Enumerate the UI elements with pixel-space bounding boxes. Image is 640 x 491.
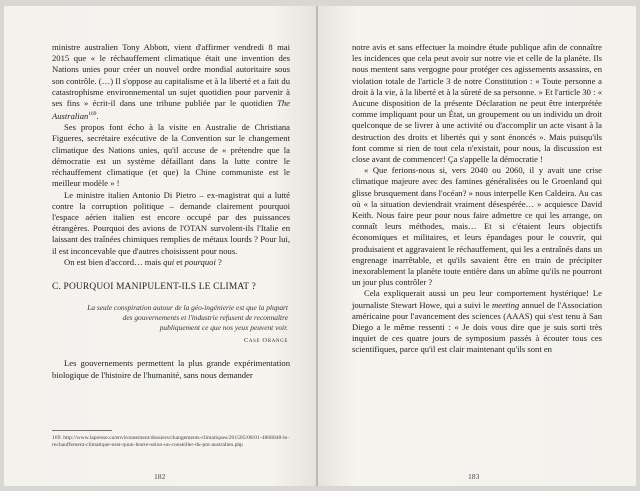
left-paragraph-3: Le ministre italien Antonio Di Pietro – ex-magistrat qui a lutté contre la corruption politique – demande clairement pourquoi l'espace aérien italien est encore occupé par des puissances étrangères. Pourquoi des avions de l'OTAN survolent-ils l'Italie en laissant des traînées chimiques remplies de métaux lourds ? Pour lui, il est inconcevable que d'autres choisissent pour nous. xyxy=(52,189,290,256)
page-number-left: 182 xyxy=(154,472,166,481)
footnote xyxy=(52,430,290,449)
section-heading: C. POURQUOI MANIPULENT-ILS LE CLIMAT ? xyxy=(52,281,256,292)
left-page xyxy=(4,6,316,486)
left-paragraph-4: On est bien d'accord… mais qui et pourquoi ? xyxy=(64,256,222,267)
left-paragraph-5: Les gouvernements permettent la plus grande expérimentation biologique de l'histoire de l'humanité, sans nous demander xyxy=(52,358,290,380)
left-page-body xyxy=(52,42,290,381)
footnote-ref: 169 xyxy=(88,111,97,118)
left-paragraph-1: ministre australien Tony Abbott, vient d'affirmer vendredi 8 mai 2015 que « le réchauffement climatique était une invention des Nations unies pour créer un nouvel ordre mondial autoritaire sous son contrôle. (…) Il s'oppose au capitalisme et à la liberté et a fait du catastrophisme environnemental un sujet quotidien pour parvenir à ses fins » écrit-il dans une tribune publiée par le quotidien The Australian$^{169}$. xyxy=(52,42,290,122)
epigraph: La seule conspiration autour de la géo-ingénierie est que la plupart des gouvernements et l'industrie refusent de reconnaître publiquement ce que nos yeux peuvent voir. xyxy=(87,303,288,333)
right-paragraph-2: « Que ferions-nous si, vers 2040 ou 2060, il y avait une crise climatique majeure avec des famines généralisées ou le Groenland qui glisse brusquement dans l'océan? » nous interpelle Ken Caldeira. Au cas où « la situation deviendrait vraiment désespérée… » acquiesce David Keith. Nous faire peur pour nous faire admettre ce qui les arrange, on connaît leurs méthodes, mais… Et si c'étaient leurs objectifs économiques et militaires, et leurs épandages pour le couvrir, qui produisaient et aggravaient le réchauffement, qui les a entraînés dans un engrenage inarrêtable, et qu'ils savaient être en train de précipiter inexorablement la planète toute entière dans un abîme qu'ils ne pourront un jour plus contrôler ? xyxy=(352,165,602,288)
footnote-text: 169. http://www.lapresse.ca/environnement/dossiers/changements-climatiques/201505/08/01-4868048-le-rechauffement-climatique-nest-quun-leurre-selon-un-conseiller-du-pm-australien.php xyxy=(52,435,290,449)
epigraph-author: Case Orange xyxy=(243,337,288,345)
footnote-rule xyxy=(52,430,112,431)
newspaper-title: The Australian xyxy=(52,98,290,122)
right-page xyxy=(318,6,636,486)
right-page-body xyxy=(352,42,602,356)
right-paragraph-3: Cela expliquerait aussi un peu leur comportement hystérique! Le journaliste Stewart Howe, qui a suivi le meeting annuel de l'Association américaine pour l'avancement des sciences (AAAS) qui s'est tenu à San Diego a le même ressenti : « Je dois vous dire que je suis sorti très inquiet de ces quatre jours de symposium passés à écouter tous ces scientifiques, parce qu'il est clair maintenant qu'ils sont en xyxy=(352,288,603,355)
page-number-right: 183 xyxy=(468,472,480,481)
right-paragraph-1: notre avis et sans effectuer la moindre étude publique afin de connaître les incidences que cela peut avoir sur notre vie et celle de la planète. Ils nous mentent sans vergogne pour protéger ces agissements assassins, en violation totale de l'article 3 de notre Constitution : « Toute personne a droit à la vie, à la liberté et à la sûreté de sa personne. » Et l'article 30 : « Aucune disposition de la présente Déclaration ne peut être interprétée comme impliquant pour un État, un groupement ou un individu un droit quelconque de se livrer à une activité ou d'accomplir un acte visant à la destruction des droits et libertés qui y sont énoncés ». Mais puisqu'ils font comme si rien de tout cela n'existait, pour nous, la discussion est close avant de commencer! Ça s'appelle la démocratie ! xyxy=(352,42,602,165)
left-paragraph-2: Ses propos font écho à la visite en Australie de Christiana Figueres, secrétaire exécutive de la Convention sur le changement climatique des Nations unies, qu'il accuse de « prétendre que la démocratie est un système défaillant dans la lutte contre le réchauffement climatique (et que) la Chine communiste est le meilleur modèle » ! xyxy=(52,122,290,189)
